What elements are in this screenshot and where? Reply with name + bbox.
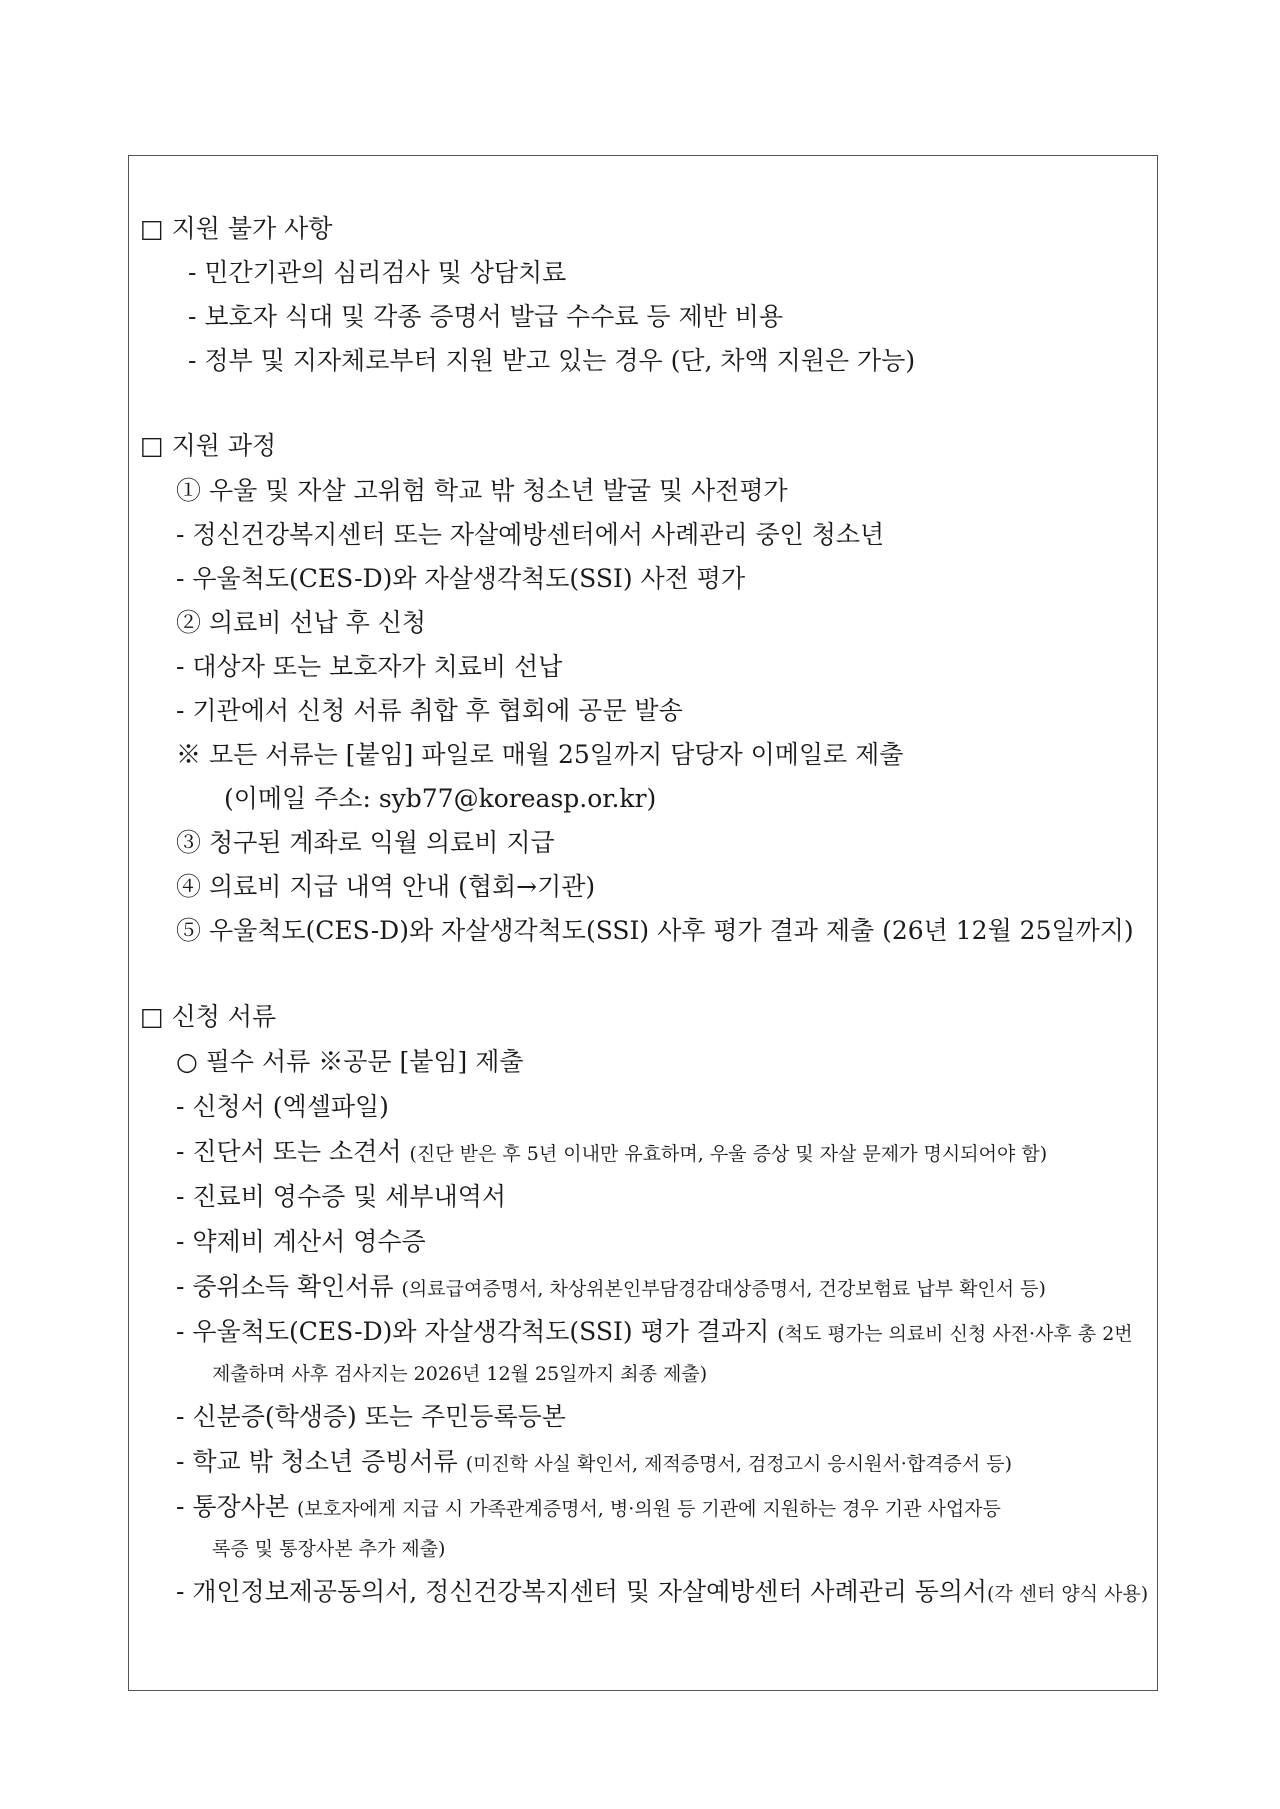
process-email: (이메일 주소: syb77@koreasp.or.kr) [224,784,657,813]
document-item-main: - 신분증(학생증) 또는 주민등록등본 [176,1402,566,1431]
process-step-2: ② 의료비 선납 후 신청 [176,608,426,637]
process-detail: - 정신건강복지센터 또는 자살예방센터에서 사례관리 중인 청소년 [176,520,885,549]
document-item-main: - 약제비 계산서 영수증 [176,1227,426,1256]
process-step-1: ① 우울 및 자살 고위험 학교 밖 청소년 발굴 및 사전평가 [176,476,788,505]
section-title-process: □ 지원 과정 [140,431,277,460]
document-item-continuation [212,1531,445,1565]
process-detail: - 기관에서 신청 서류 취합 후 협회에 공문 발송 [176,696,683,725]
process-detail: - 대상자 또는 보호자가 치료비 선납 [176,652,563,681]
process-step-4: ④ 의료비 지급 내역 안내 (협회→기관) [176,872,596,901]
document-item-main: - 통장사본 [176,1492,297,1521]
document-item [176,1446,1012,1480]
document-item-main: - 개인정보제공동의서, 정신건강복지센터 및 자살예방센터 사례관리 동의서 [176,1577,988,1606]
document-item-main: - 우울척도(CES-D)와 자살생각척도(SSI) 평가 결과지 [176,1317,778,1346]
process-step-3: ③ 청구된 계좌로 익월 의료비 지급 [176,828,555,857]
document-item-main: - 학교 밖 청소년 증빙서류 [176,1447,466,1476]
process-detail: - 우울척도(CES-D)와 자살생각척도(SSI) 사전 평가 [176,564,746,593]
documents-intro: ○ 필수 서류 ※공문 [붙임] 제출 [176,1047,524,1076]
document-item [176,1136,1047,1170]
document-item [176,1576,1148,1610]
document-item-note: (보호자에게 지급 시 가족관계증명서, 병·의원 등 기관에 지원하는 경우 기관 사업자등 [296,1498,1001,1520]
process-step-5: ⑤ 우울척도(CES-D)와 자살생각척도(SSI) 사후 평가 결과 제출 (26년 12월 25일까지) [176,916,1134,945]
document-item-note: (의료급여증명서, 차상위본인부담경감대상증명서, 건강보험료 납부 확인서 등) [401,1278,1046,1300]
document-item-main: - 진단서 또는 소견서 [176,1137,410,1166]
document-item-main: - 진료비 영수증 및 세부내역서 [176,1182,507,1211]
document-item-note: (미진학 사실 확인서, 제적증명서, 검정고시 응시원서·합격증서 등) [465,1453,1013,1475]
restriction-item: - 보호자 식대 및 각종 증명서 발급 수수료 등 제반 비용 [188,302,784,331]
document-item [176,1271,1046,1305]
restriction-item: - 정부 및 지자체로부터 지원 받고 있는 경우 (단, 차액 지원은 가능) [188,346,916,375]
document-item-note-cont: 제출하며 사후 검사지는 2026년 12월 25일까지 최종 제출) [212,1363,708,1385]
restriction-item: - 민간기관의 심리검사 및 상담치료 [188,258,567,287]
process-note: ※ 모든 서류는 [붙임] 파일로 매월 25일까지 담당자 이메일로 제출 [176,740,904,769]
document-item-main: - 중위소득 확인서류 [176,1272,402,1301]
document-item-main: - 신청서 (엑셀파일) [176,1092,389,1121]
document-item [176,1316,1133,1350]
document-item [176,1491,1001,1525]
section-title-documents: □ 신청 서류 [140,1002,277,1031]
document-item-note-cont: 록증 및 통장사본 추가 제출) [212,1538,446,1560]
document-item [176,1401,566,1435]
document-item [176,1181,506,1215]
document-item [176,1091,389,1125]
document-item-continuation [212,1356,707,1390]
document-item-note: (각 센터 양식 사용) [987,1583,1149,1605]
document-item [176,1226,426,1260]
document-item-note: (진단 받은 후 5년 이내만 유효하며, 우울 증상 및 자살 문제가 명시되어야 함) [409,1143,1048,1165]
section-title-restrictions: □ 지원 불가 사항 [140,214,333,243]
document-item-note: (척도 평가는 의료비 신청 사전·사후 총 2번 [777,1323,1133,1345]
